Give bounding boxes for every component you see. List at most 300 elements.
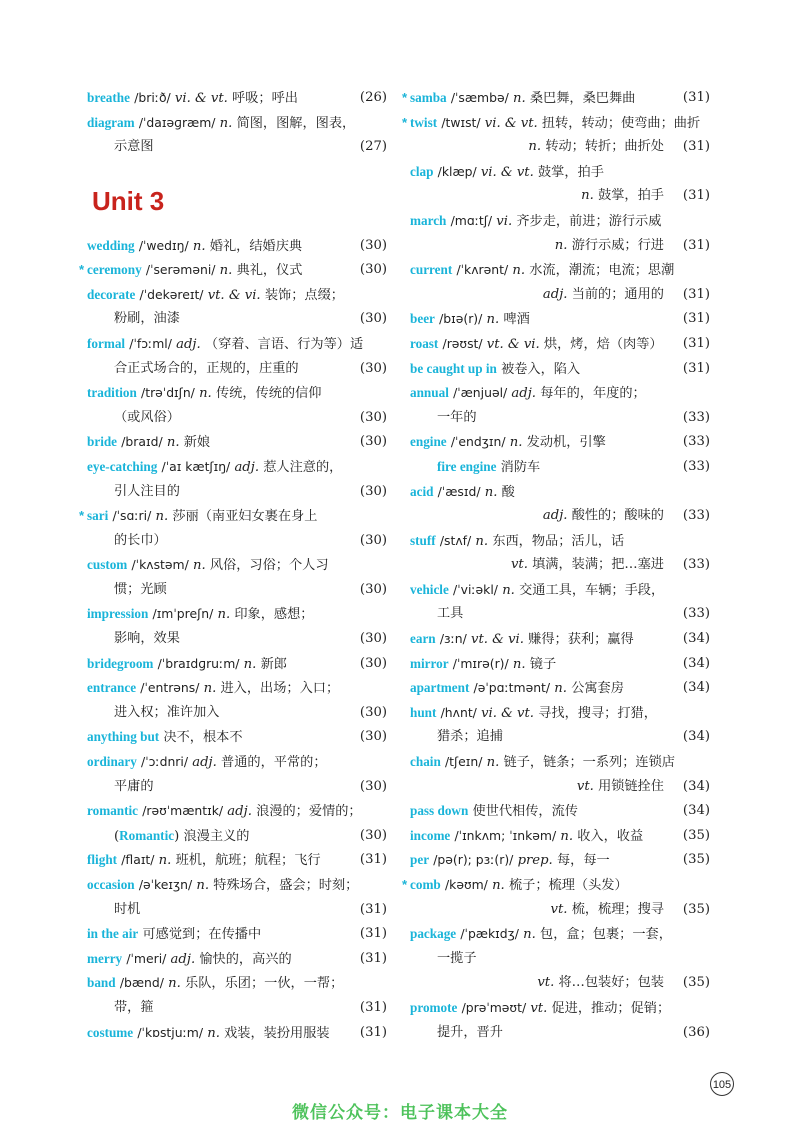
headword: roast xyxy=(410,335,439,351)
part-of-speech: n. xyxy=(217,607,231,623)
phonetic: /rəʊst/ xyxy=(442,335,483,351)
definition-text: 消防车 xyxy=(500,459,541,475)
headword: impression xyxy=(87,606,149,622)
vocab-entry xyxy=(87,86,387,111)
vocab-line xyxy=(87,701,387,726)
definition-text: 一揽子 xyxy=(437,950,477,966)
page-reference: (30) xyxy=(359,729,387,745)
headword: per xyxy=(410,852,430,868)
page-reference: (36) xyxy=(682,1024,710,1040)
page-reference: (33) xyxy=(682,557,710,573)
definition-text: 平庸的 xyxy=(114,778,154,794)
watermark: 微信公众号：电子课本大全 xyxy=(292,1103,508,1123)
optional-word-marker: * xyxy=(402,114,408,130)
definition-continuation xyxy=(410,553,710,578)
definition-text: ) 浪漫主义的 xyxy=(174,828,250,844)
definition-text: 梳，梳理；搜寻 xyxy=(571,901,664,917)
vocab-entry xyxy=(410,750,710,775)
vocab-entry xyxy=(87,111,387,136)
headword: hunt xyxy=(410,704,437,720)
part-of-speech: n. xyxy=(512,656,526,672)
definition-text: 齐步走，前进；游行示威 xyxy=(516,213,662,229)
headword: custom xyxy=(87,557,128,573)
phonetic: /ˈviːəkl/ xyxy=(453,581,498,597)
page-reference: (31) xyxy=(682,90,710,105)
part-of-speech: vi. & vt. xyxy=(481,705,534,721)
vocab-entry xyxy=(402,873,710,898)
definition-text: 填满，装满；把…塞进 xyxy=(532,557,664,573)
phonetic: /ˈendʒɪn/ xyxy=(450,434,506,450)
phonetic: /trəˈdɪʃn/ xyxy=(141,385,195,401)
part-of-speech: n. xyxy=(560,828,574,844)
definition-text: 简图，图解，图表， xyxy=(236,115,356,131)
page-reference: (27) xyxy=(359,139,387,155)
headword: apartment xyxy=(410,680,470,696)
part-of-speech: n. xyxy=(512,91,526,106)
part-of-speech: n. xyxy=(203,681,217,697)
page-reference: (31) xyxy=(682,311,710,327)
part-of-speech: adj. xyxy=(192,755,217,771)
page-reference: (31) xyxy=(359,1024,387,1040)
definition-continuation xyxy=(410,135,710,160)
vocab-entry xyxy=(87,283,387,308)
definition-text: 印象，感想； xyxy=(234,607,314,623)
definition-text: 呼吸；呼出 xyxy=(232,91,298,106)
definition-text: 传统，传统的信仰 xyxy=(215,386,322,402)
vocab-entry xyxy=(402,111,710,136)
vocab-entry xyxy=(87,234,387,259)
vocab-entry xyxy=(410,455,710,480)
vocab-entry xyxy=(87,725,387,750)
definition-text: 桑巴舞，桑巴舞曲 xyxy=(529,91,636,106)
definition-text: 可感觉到；在传播中 xyxy=(142,927,262,943)
page-reference: (30) xyxy=(359,778,387,794)
part-of-speech: n. xyxy=(168,976,181,992)
headword: sari xyxy=(87,508,109,524)
phonetic: /ˈdaɪəɡræm/ xyxy=(138,114,216,130)
page-reference: (31) xyxy=(682,188,710,204)
vocab-line xyxy=(410,406,710,431)
definition-text: 引人注目的 xyxy=(114,483,180,499)
headword: anything but xyxy=(87,729,160,745)
phonetic: /braɪd/ xyxy=(121,434,163,450)
phonetic: /ˈkʌstəm/ xyxy=(131,557,189,573)
part-of-speech: vi. & vt. xyxy=(480,164,534,180)
definition-text: 影响，效果 xyxy=(114,631,180,647)
vocab-entry xyxy=(410,357,710,382)
phonetic: /ˈkʌrənt/ xyxy=(456,262,509,278)
page-reference: (34) xyxy=(682,803,710,819)
vocab-entry xyxy=(410,627,710,652)
definition-text: 决不，根本不 xyxy=(163,730,243,746)
definition-text: 惯；光顾 xyxy=(114,581,167,597)
headword: eye-catching xyxy=(87,458,158,474)
phonetic: /ˈpækɪdʒ/ xyxy=(460,926,519,942)
phonetic: /ˈɪnkʌm; ˈɪnkəm/ xyxy=(454,827,557,843)
part-of-speech: prep. xyxy=(517,853,553,869)
vocab-entry xyxy=(402,86,710,111)
page-reference: (34) xyxy=(682,778,710,794)
part-of-speech: vi. xyxy=(496,213,513,229)
headword: decorate xyxy=(87,286,136,302)
headword: twist xyxy=(410,114,438,130)
vocab-entry xyxy=(410,430,710,455)
page-reference: (31) xyxy=(359,852,387,868)
headword: flight xyxy=(87,852,118,868)
vocab-line xyxy=(87,160,387,185)
part-of-speech: n. xyxy=(155,509,169,525)
definition-text: 风俗，习俗；个人习 xyxy=(209,558,329,574)
phonetic: /bɪə(r)/ xyxy=(439,311,483,327)
definition-text: 典礼，仪式 xyxy=(236,263,303,279)
definition-continuation xyxy=(410,898,710,923)
page-reference: (34) xyxy=(682,655,710,671)
phonetic: /əˈkeɪʒn/ xyxy=(138,877,193,892)
phonetic: /ˈwedɪŋ/ xyxy=(138,237,189,253)
definition-text: 愉快的，高兴的 xyxy=(199,951,292,967)
headword: vehicle xyxy=(410,581,449,597)
part-of-speech: adj. xyxy=(234,459,260,475)
vocab-line xyxy=(410,184,710,209)
phonetic: /ˈænjuəl/ xyxy=(453,385,508,401)
unit-title: Unit 3 xyxy=(92,186,165,216)
definition-text: 婚礼，结婚庆典 xyxy=(209,238,303,254)
definition-text: 梳子；梳理（头发） xyxy=(508,878,628,893)
definition-text: 公寓套房 xyxy=(571,681,624,697)
part-of-speech: n. xyxy=(199,386,212,402)
phonetic: /əˈpɑːtmənt/ xyxy=(473,680,551,696)
part-of-speech: vi. & vt. xyxy=(174,91,228,106)
headword: in the air xyxy=(87,926,139,942)
page-reference: (31) xyxy=(682,286,710,302)
vocab-line xyxy=(87,775,387,800)
vocab-entry xyxy=(410,922,710,947)
headword: earn xyxy=(410,631,436,647)
vocab-line xyxy=(410,971,710,996)
page-reference: (31) xyxy=(359,901,387,917)
definition-text: 扭转，转动；使弯曲；曲折 xyxy=(541,115,701,131)
definition-text: 赚得；获利；赢得 xyxy=(528,632,634,648)
definition-continuation xyxy=(410,504,710,529)
part-of-speech: vt. xyxy=(510,557,528,573)
part-of-speech: n. xyxy=(166,435,180,451)
definition-text: 猎杀；追捕 xyxy=(437,729,503,745)
definition-text: 水流，潮流；电流；思潮 xyxy=(529,263,675,279)
definition-text: 转动；转折；曲折处 xyxy=(545,139,664,155)
page-reference: (30) xyxy=(359,360,387,376)
vocab-entry xyxy=(410,824,710,849)
vocab-line xyxy=(410,135,710,160)
definition-text: 当前的；通用的 xyxy=(571,286,664,302)
definition-text: 鼓掌，拍手 xyxy=(538,164,604,180)
headword: engine xyxy=(410,434,447,450)
page-reference: (34) xyxy=(682,680,710,696)
vocab-entry xyxy=(87,750,387,775)
phonetic: /ˈsæmbə/ xyxy=(450,90,509,105)
definition-continuation xyxy=(410,283,710,308)
page-reference: (34) xyxy=(682,631,710,647)
part-of-speech: vt. & vi. xyxy=(471,632,524,648)
page-reference: (30) xyxy=(359,581,387,597)
definition-text: 合正式场合的，正规的，庄重的 xyxy=(114,360,299,376)
headword: current xyxy=(410,262,453,278)
part-of-speech: n. xyxy=(502,582,515,598)
headword: tradition xyxy=(87,385,137,401)
definition-text: 带，箍 xyxy=(114,999,154,1015)
phonetic: /ˈmɪrə(r)/ xyxy=(452,655,509,671)
page-reference: (31) xyxy=(682,237,710,253)
page-reference: (33) xyxy=(682,606,710,622)
part-of-speech: vt. & vi. xyxy=(207,287,261,303)
vocab-line xyxy=(410,504,710,529)
definition-text: 班机，航班；航程；飞行 xyxy=(175,853,321,869)
vocab-entry xyxy=(87,381,387,406)
definition-text: 东西，物品；活儿，话 xyxy=(492,533,625,549)
definition-text: 促进，推动；促销； xyxy=(551,1000,671,1016)
definition-text: 啤酒 xyxy=(503,312,530,328)
page-reference: (33) xyxy=(682,458,710,474)
part-of-speech: n. xyxy=(528,139,542,155)
phonetic: /kəʊm/ xyxy=(444,877,488,892)
vocab-entry xyxy=(87,553,387,578)
phonetic: /prəˈməʊt/ xyxy=(461,999,527,1015)
vocab-line xyxy=(87,898,387,923)
phonetic: /twɪst/ xyxy=(441,114,481,130)
definition-text: 酸性的；酸味的 xyxy=(571,508,664,524)
page-reference: (26) xyxy=(359,90,387,105)
vocab-entry xyxy=(410,160,710,185)
definition-text: （穿着、言语、行为等）适 xyxy=(204,336,364,352)
vocab-entry xyxy=(87,455,387,480)
page-reference: (35) xyxy=(682,901,710,917)
page-reference: (34) xyxy=(682,729,710,745)
definition-text: 新郎 xyxy=(260,656,287,672)
left-column xyxy=(79,86,387,1045)
headword: march xyxy=(410,212,447,228)
headword: wedding xyxy=(87,237,135,253)
definition-text: 一年的 xyxy=(437,409,477,425)
definition-text: 乐队，乐团；一伙，一帮； xyxy=(185,976,344,992)
part-of-speech: adj. xyxy=(170,951,196,967)
vocab-line xyxy=(410,898,710,923)
definition-text: 进入权；准许加入 xyxy=(114,704,220,720)
page-reference: (31) xyxy=(359,926,387,942)
vocab-entry xyxy=(410,307,710,332)
definition-text: 寻找，搜寻；打猎， xyxy=(538,705,657,721)
part-of-speech: n. xyxy=(192,238,206,254)
phonetic: /briːð/ xyxy=(134,90,171,105)
page-number: 105 xyxy=(710,1072,734,1096)
vocab-entry xyxy=(410,652,710,677)
part-of-speech: n. xyxy=(486,312,500,328)
page-reference: (30) xyxy=(359,704,387,720)
definition-text: 使世代相传，流传 xyxy=(472,804,578,820)
phonetic: /ˈaɪ kætʃɪŋ/ xyxy=(161,458,231,474)
phonetic: /ˈmeri/ xyxy=(126,950,167,966)
vocab-entry xyxy=(87,971,387,996)
vocab-entry xyxy=(410,799,710,824)
vocab-entry xyxy=(79,258,387,283)
page-reference: (30) xyxy=(359,655,387,671)
optional-word-marker: * xyxy=(79,262,85,278)
headword: samba xyxy=(410,90,447,105)
page-reference: (30) xyxy=(359,434,387,450)
vocab-line xyxy=(410,1021,710,1046)
vocab-entry xyxy=(87,922,387,947)
vocab-line xyxy=(87,357,387,382)
definition-text: 被卷入，陷入 xyxy=(501,361,581,377)
vocab-line xyxy=(87,996,387,1021)
definition-text: 工具 xyxy=(437,606,464,622)
headword: merry xyxy=(87,950,123,966)
definition-text: 镜子 xyxy=(529,656,557,672)
part-of-speech: n. xyxy=(484,484,498,500)
vocab-entry xyxy=(410,529,710,554)
headword: comb xyxy=(410,877,441,892)
definition-text: 进入，出场；入口； xyxy=(220,681,340,697)
page-reference: (31) xyxy=(359,950,387,966)
definition-text: 莎丽（南亚妇女裹在身上 xyxy=(172,509,318,525)
definition-text: 将…包装好；包装 xyxy=(558,975,664,991)
vocab-entry xyxy=(410,209,710,234)
part-of-speech: n. xyxy=(475,533,489,549)
phonetic: /ˈɔːdnri/ xyxy=(141,754,189,770)
phonetic: /ˈserəməni/ xyxy=(145,262,216,278)
phonetic: /mɑːtʃ/ xyxy=(450,212,493,228)
vocab-line xyxy=(410,283,710,308)
definition-text: 用锁链拴住 xyxy=(598,778,664,794)
headword: clap xyxy=(410,163,434,179)
part-of-speech: adj. xyxy=(511,386,536,402)
optional-word-marker: * xyxy=(402,90,408,105)
vocab-entry xyxy=(87,873,387,898)
definition-text: 浪漫的；爱情的； xyxy=(256,804,362,820)
page-reference: (35) xyxy=(682,975,710,991)
part-of-speech: vt. xyxy=(530,1000,548,1016)
part-of-speech: vt. xyxy=(576,778,594,794)
headword: bridegroom xyxy=(87,655,154,671)
headword: be caught up in xyxy=(410,360,497,376)
definition-text: ( xyxy=(114,828,120,844)
headword: package xyxy=(410,926,457,942)
part-of-speech: n. xyxy=(219,263,233,279)
part-of-speech: n. xyxy=(509,435,523,451)
headword: ordinary xyxy=(87,754,137,770)
vocab-line xyxy=(410,775,710,800)
phonetic: /ˈdekəreɪt/ xyxy=(139,286,204,302)
headword: beer xyxy=(410,311,435,327)
vocab-line xyxy=(87,135,387,160)
definition-text: 粉刷，油漆 xyxy=(114,311,180,327)
part-of-speech: vt. & vi. xyxy=(486,336,540,352)
page-reference: (30) xyxy=(359,311,387,327)
definition-text: （或风俗） xyxy=(114,409,180,425)
headword: breathe xyxy=(87,90,130,105)
vocab-line xyxy=(410,602,710,627)
headword: band xyxy=(87,975,116,991)
definition-text: 惹人注意的， xyxy=(263,459,343,475)
vocab-entry xyxy=(410,676,710,701)
vocab-entry xyxy=(79,504,387,529)
phonetic: /rəʊˈmæntɪk/ xyxy=(142,803,224,819)
vocab-entry xyxy=(410,701,710,726)
definition-continuation xyxy=(410,775,710,800)
page-reference: (31) xyxy=(682,139,710,155)
page-reference: (30) xyxy=(359,631,387,647)
headword: Romantic xyxy=(119,827,175,843)
part-of-speech: adj. xyxy=(542,286,568,302)
definition-text: 每，每一 xyxy=(556,853,610,869)
definition-text: 每年的，年度的； xyxy=(540,386,646,402)
phonetic: /flaɪt/ xyxy=(121,852,155,868)
vocab-line xyxy=(410,553,710,578)
definition-text: 特殊场合，盛会；时刻； xyxy=(213,878,359,893)
phonetic: /ɜːn/ xyxy=(439,631,467,647)
phonetic: /ɪmˈpreʃn/ xyxy=(152,606,214,622)
part-of-speech: n. xyxy=(492,878,505,893)
phonetic: /ˈæsɪd/ xyxy=(437,483,481,499)
definition-text: 游行示威；行进 xyxy=(571,237,664,253)
vocab-line xyxy=(87,824,387,849)
part-of-speech: adj. xyxy=(176,336,201,352)
vocab-entry xyxy=(410,578,710,603)
part-of-speech: vi. & vt. xyxy=(484,115,538,131)
headword: romantic xyxy=(87,803,139,819)
vocab-entry xyxy=(87,652,387,677)
page-reference: (35) xyxy=(682,852,710,868)
vocab-entry xyxy=(87,602,387,627)
vocab-line xyxy=(87,529,387,554)
page-reference: (30) xyxy=(359,409,387,425)
headword: acid xyxy=(410,483,434,499)
definition-text: 酸 xyxy=(501,484,515,500)
vocab-entry xyxy=(87,1021,387,1046)
vocab-entry xyxy=(410,381,710,406)
vocab-line xyxy=(87,578,387,603)
definition-text: 新娘 xyxy=(183,435,211,451)
headword: fire engine xyxy=(437,458,497,474)
page-reference: (30) xyxy=(359,827,387,843)
part-of-speech: vt. xyxy=(537,975,555,991)
page-reference: (31) xyxy=(682,360,710,376)
definition-text: 普通的，平常的； xyxy=(221,755,327,771)
page-reference: (35) xyxy=(682,827,710,843)
definition-text: 烘，烤，焙（肉等） xyxy=(543,336,663,352)
page-reference: (33) xyxy=(682,434,710,450)
part-of-speech: n. xyxy=(581,188,594,204)
part-of-speech: vt. xyxy=(550,901,568,917)
vocab-entry xyxy=(410,848,710,873)
vocab-line xyxy=(410,234,710,259)
headword: income xyxy=(410,827,451,843)
definition-text: 的长巾） xyxy=(114,532,167,548)
vocab-line xyxy=(87,480,387,505)
phonetic: /ˈfɔːml/ xyxy=(129,335,172,351)
definition-continuation xyxy=(410,184,710,209)
definition-text: 包，盒；包裹；一套， xyxy=(540,927,672,943)
headword: pass down xyxy=(410,803,469,819)
vocab-line xyxy=(87,627,387,652)
definition-continuation xyxy=(410,971,710,996)
definition-text: 收入，收益 xyxy=(577,828,644,844)
vocab-entry xyxy=(410,258,710,283)
definition-text: 链子，链条；一系列；连锁店 xyxy=(503,755,675,771)
phonetic: /ˈentrəns/ xyxy=(140,680,200,696)
phonetic: /ˈsɑːri/ xyxy=(112,508,152,524)
headword: bride xyxy=(87,434,118,450)
headword: stuff xyxy=(410,532,436,548)
phonetic: /pə(r); pɜː(r)/ xyxy=(433,852,514,868)
